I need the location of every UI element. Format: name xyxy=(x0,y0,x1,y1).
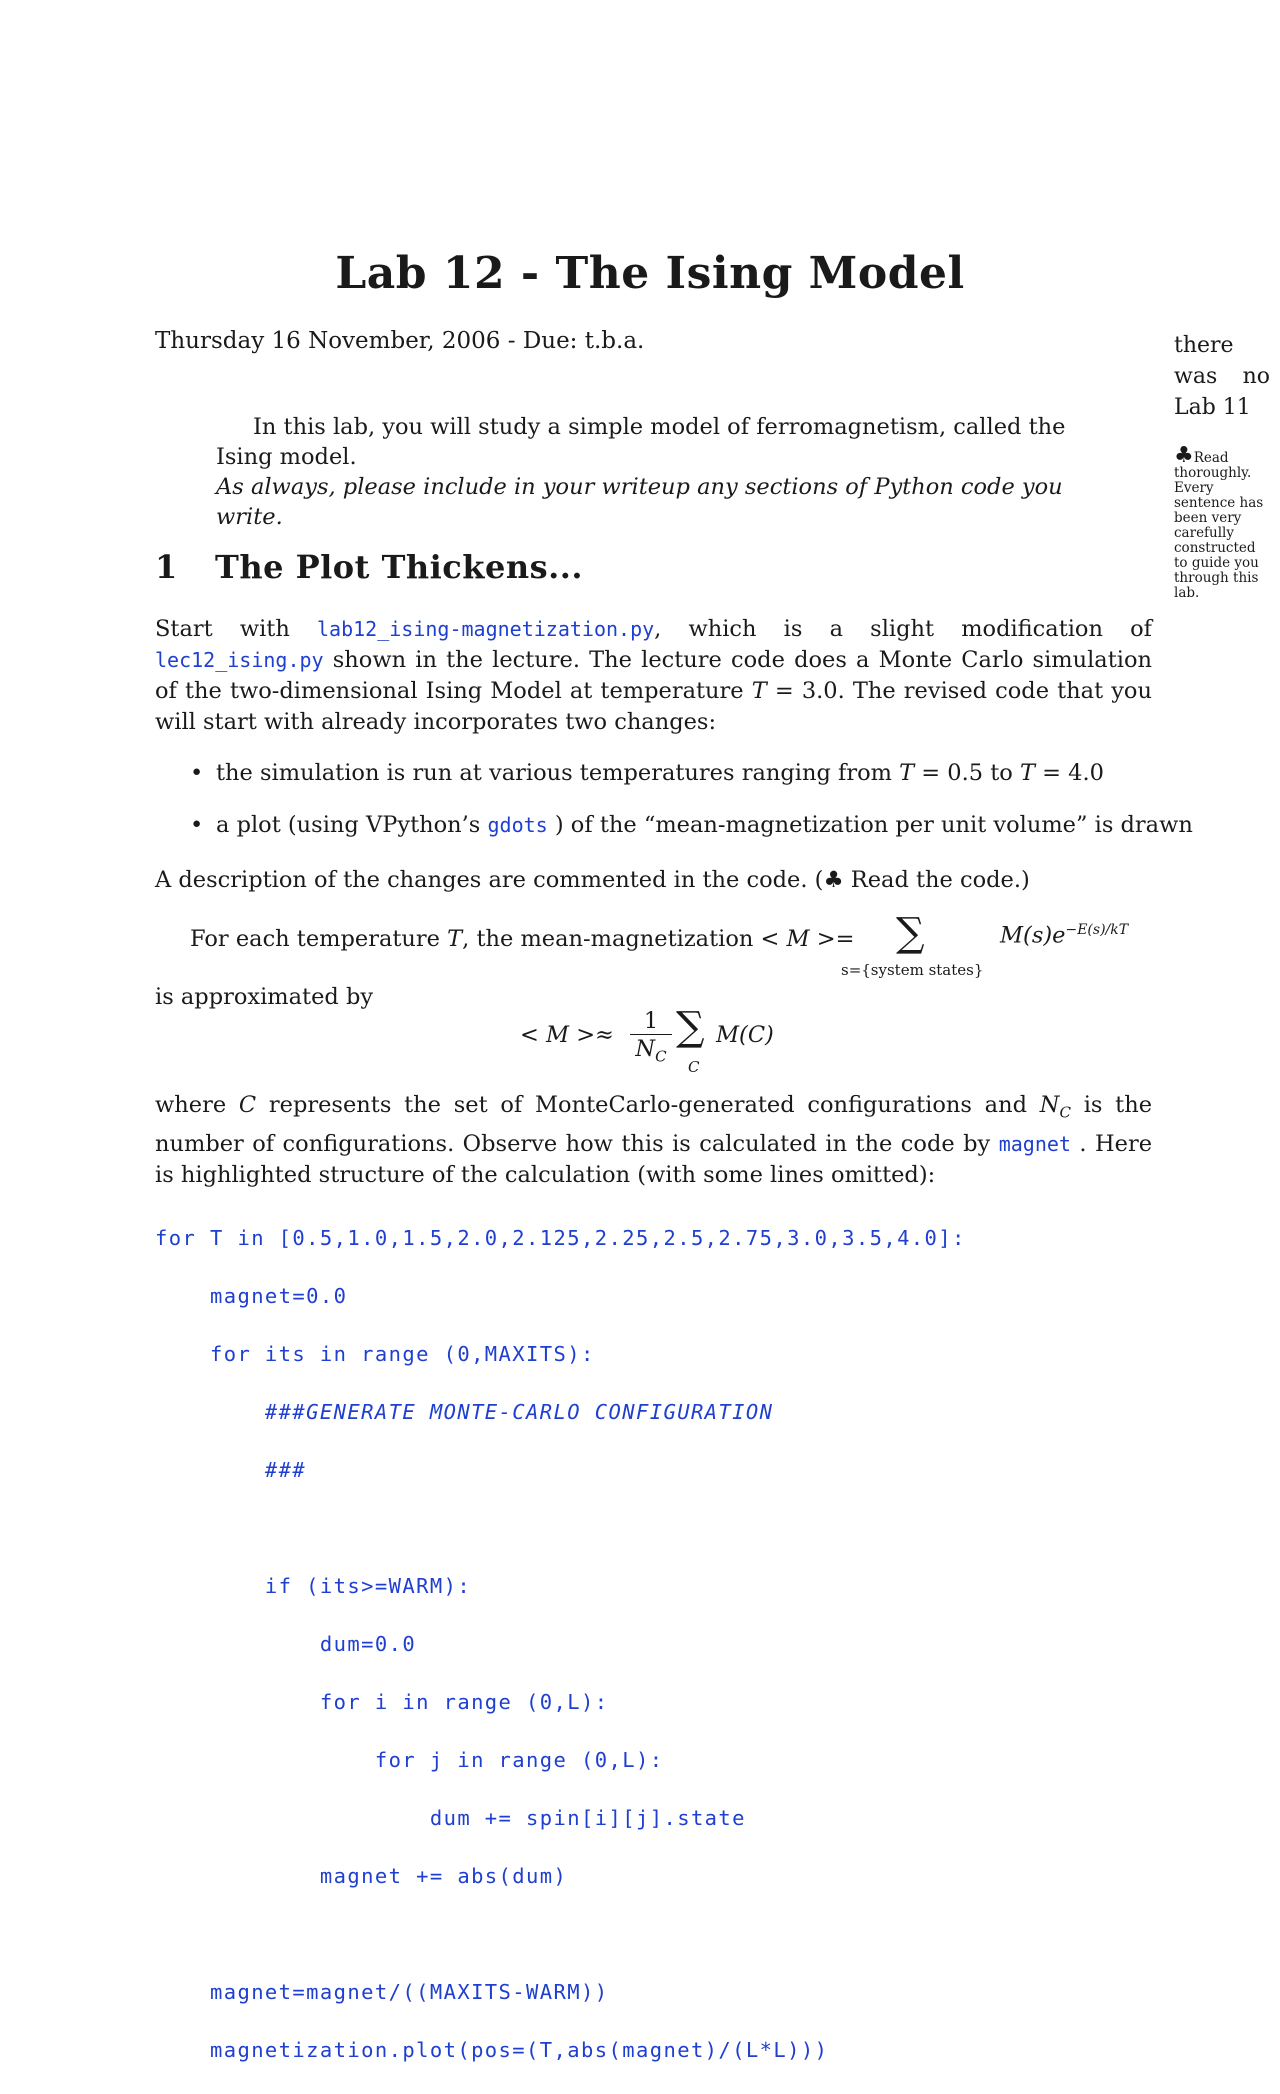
math-subscript: C xyxy=(655,1047,667,1066)
code-comment: ###GENERATE MONTE-CARLO CONFIGURATION xyxy=(155,1400,774,1424)
text: A description of the changes are commented in the code. ( xyxy=(155,867,824,893)
section-heading xyxy=(155,548,583,586)
fraction xyxy=(630,1008,672,1071)
club-icon: ♣ xyxy=(823,867,844,893)
paragraph-intro xyxy=(155,614,1152,738)
abstract-line: In this lab, you will study a simple model of ferromagnetism, called the Ising model. xyxy=(216,414,1066,470)
section-number: 1 xyxy=(155,548,178,586)
section-title: The Plot Thickens... xyxy=(215,548,584,586)
code-comment: ### xyxy=(155,1458,307,1482)
text: , the mean-magnetization xyxy=(462,926,754,952)
page-title: Lab 12 - The Ising Model xyxy=(335,248,965,299)
math-symbol: T xyxy=(899,760,915,786)
abstract xyxy=(216,412,1090,532)
math-symbol: T xyxy=(1019,760,1035,786)
dateline: Thursday 16 November, 2006 - Due: t.b.a. xyxy=(155,328,645,354)
equation-approx xyxy=(520,1004,820,1088)
code-block xyxy=(155,1195,966,2094)
code-line: magnet += abs(dum) xyxy=(155,1864,568,1888)
text: Read the code.) xyxy=(850,867,1030,893)
text: ) of the “mean-magnetization per unit volume” is drawn xyxy=(554,812,1193,838)
code-line: for its in range (0,MAXITS): xyxy=(155,1342,595,1366)
text: For each temperature xyxy=(190,926,440,952)
code-line xyxy=(155,1920,966,1949)
sum-symbol: ∑ xyxy=(896,910,925,956)
bullet-icon: • xyxy=(190,760,204,786)
code-line: magnetization.plot(pos=(T,abs(magnet)/(L*L))) xyxy=(155,2038,829,2062)
margin-note-line: Lab 11 xyxy=(1174,395,1251,420)
fraction-denominator xyxy=(630,1035,672,1071)
math-exponent: −E(s)/kT xyxy=(1065,922,1129,938)
code-line: magnet=magnet/((MAXITS-WARM)) xyxy=(155,1980,609,2004)
filename-link[interactable]: lec12_ising.py xyxy=(155,648,324,672)
text: Start with xyxy=(155,616,290,642)
code-line: if (its>=WARM): xyxy=(155,1574,472,1598)
math-symbol: N xyxy=(1039,1092,1060,1118)
text: a plot (using VPython’s xyxy=(216,812,481,838)
margin-note-read xyxy=(1174,443,1270,601)
paragraph-where xyxy=(155,1090,1152,1191)
text: , which is a slight modification of xyxy=(654,616,1153,642)
list-item xyxy=(190,760,1104,786)
equation-lead xyxy=(190,926,854,952)
math-expression: < M >≈ xyxy=(520,1022,614,1048)
sum-subscript: s={system states} xyxy=(841,961,984,979)
math-expression: M(s)e xyxy=(1000,922,1066,949)
math-subscript: C xyxy=(1059,1103,1071,1122)
math-symbol: T xyxy=(751,678,767,704)
approx-text: is approximated by xyxy=(155,984,374,1010)
math-symbol: T xyxy=(447,926,463,952)
paragraph-description xyxy=(155,865,1152,896)
margin-note-line xyxy=(1174,361,1270,392)
code-line: dum += spin[i][j].state xyxy=(155,1806,746,1830)
text: = 0.5 to xyxy=(921,760,1013,786)
code-line: magnet=0.0 xyxy=(155,1284,348,1308)
filename-link[interactable]: lab12_ising-magnetization.py xyxy=(317,617,655,641)
code-inline: magnet xyxy=(998,1131,1071,1156)
code-line xyxy=(155,1514,966,1543)
text: is the number of configurations. Observe how this is calculated in the code by xyxy=(155,1092,1153,1157)
code-line: for j in range (0,L): xyxy=(155,1748,664,1772)
math-symbol: N xyxy=(635,1036,656,1062)
bullet-icon: • xyxy=(190,812,204,838)
margin-note-text: Read thoroughly. Every sentence has been very carefully constructed to guide you through this lab. xyxy=(1174,450,1264,601)
text: The revised code that you will start with already incorporates two changes: xyxy=(155,678,1152,735)
code-inline: gdots xyxy=(487,813,548,837)
code-line: for T in [0.5,1.0,1.5,2.0,2.125,2.25,2.5,2.75,3.0,3.5,4.0]: xyxy=(155,1226,966,1250)
code-line: dum=0.0 xyxy=(155,1632,417,1656)
margin-note-word: no xyxy=(1242,364,1270,389)
math-expression: < M >= xyxy=(760,926,855,952)
math-symbol: C xyxy=(238,1092,257,1118)
fraction-numerator: 1 xyxy=(630,1008,672,1035)
margin-note-lab11 xyxy=(1174,330,1270,423)
code-line: for i in range (0,L): xyxy=(155,1690,609,1714)
text: the simulation is run at various temperatures ranging from xyxy=(216,760,892,786)
math-expression: M(C) xyxy=(716,1022,774,1048)
sum-symbol: ∑ xyxy=(676,1004,705,1050)
list-item xyxy=(190,812,1193,838)
abstract-italic-line: As always, please include in your writeup any sections of Python code you write. xyxy=(216,474,1063,530)
text: = 3.0. xyxy=(774,678,845,704)
text: where xyxy=(155,1092,227,1118)
equation-rhs xyxy=(1000,922,1128,949)
club-icon: ♣ xyxy=(1174,443,1194,468)
margin-note-line: there xyxy=(1174,333,1234,358)
text: shown in the lecture. The lecture code does a Monte Carlo simulation of the two-dimensional Ising Model at temperature xyxy=(155,647,1152,704)
text: . Here is highlighted structure of the calculation (with some lines omitted): xyxy=(155,1130,1153,1188)
sum-subscript: C xyxy=(688,1058,700,1076)
margin-note-word: was xyxy=(1174,364,1218,389)
text: represents the set of MonteCarlo-generated configurations and xyxy=(268,1092,1027,1118)
text: = 4.0 xyxy=(1042,760,1104,786)
